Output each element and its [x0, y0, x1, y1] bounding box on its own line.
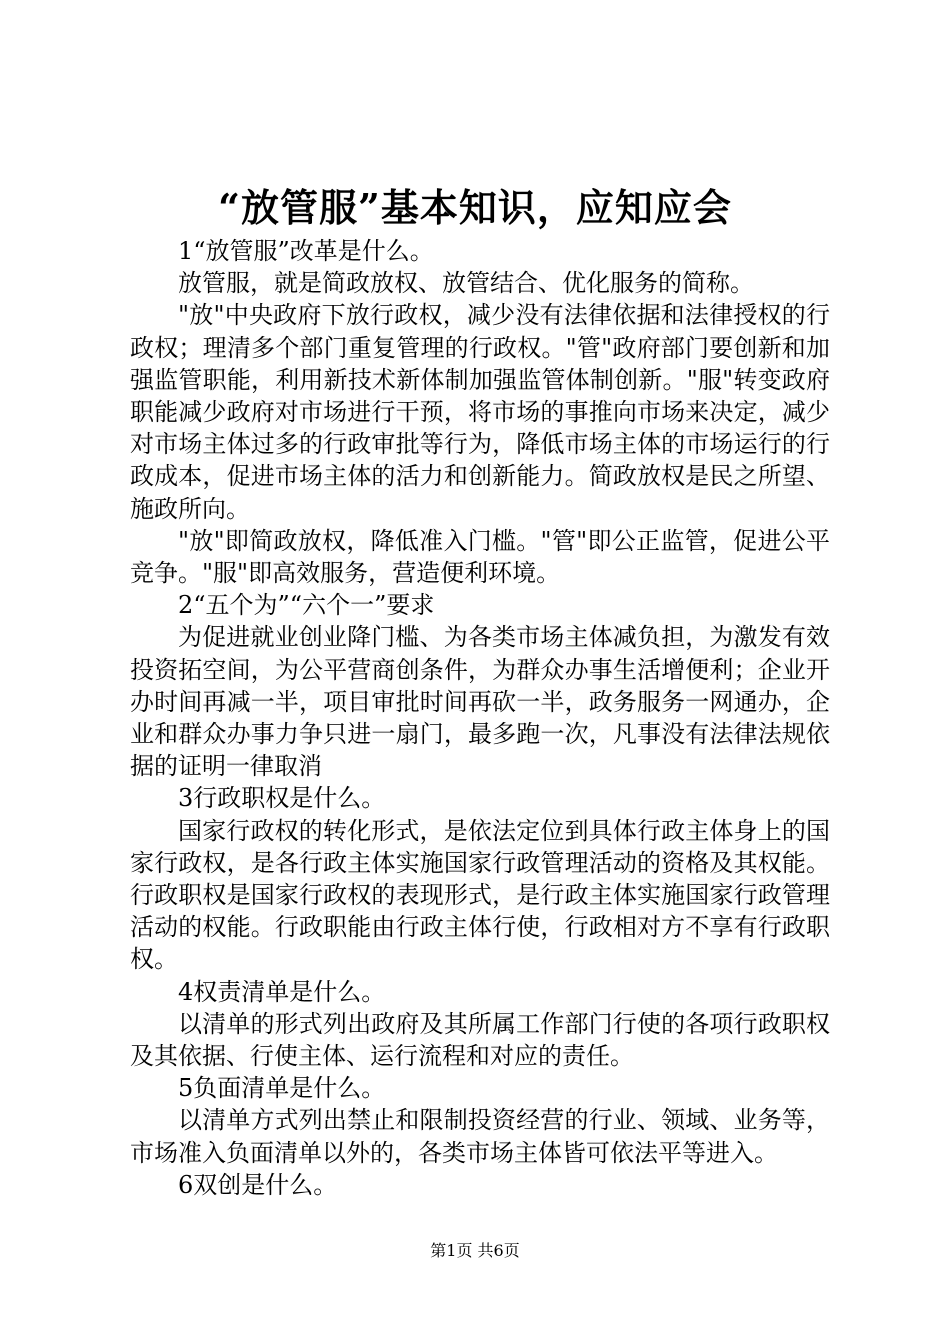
paragraph-requirements: 为促进就业创业降门槛、为各类市场主体减负担，为激发有效投资拓空间，为公平营商创条件，为群众办事生活增便利；企业开办时间再减一半，项目审批时间再砍一半，政务服务一网通办，企业和群众办事力争只进一扇门，最多跑一次，凡事没有法律法规依据的证明一律取消 — [130, 623, 830, 781]
paragraph-responsibility-list: 以清单的形式列出政府及其所属工作部门行使的各项行政职权及其依据、行使主体、运行流程和对应的责任。 — [130, 1009, 830, 1071]
heading-4: 4权责清单是什么。 — [178, 977, 386, 1006]
page-footer: 第1页 共6页 — [430, 1241, 520, 1260]
paragraph-administrative-power: 国家行政权的转化形式，是依法定位到具体行政主体身上的国家行政权，是各行政主体实施国家行政管理活动的资格及其权能。行政职权是国家行政权的表现形式，是行政主体实施国家行政管理活动的权能。行政职能由行政主体行使，行政相对方不享有行政职权。 — [130, 816, 830, 974]
heading-1: 1“放管服”改革是什么。 — [178, 237, 434, 265]
heading-5: 5负面清单是什么。 — [178, 1074, 386, 1103]
paragraph-explanation: "放"中央政府下放行政权，减少没有法律依据和法律授权的行政权；理清多个部门重复管理的行政权。"管"政府部门要创新和加强监管职能，利用新技术新体制加强监管体制创新。"服"转变政府职能减少政府对市场进行干预，将市场的事推向市场来决定，减少对市场主体过多的行政审批等行为，降低市场主体的市场运行的行政成本，促进市场主体的活力和创新能力。简政放权是民之所望、施政所向。 — [130, 301, 830, 523]
heading-2: 2“五个为”“六个一”要求 — [178, 591, 435, 620]
heading-3: 3行政职权是什么。 — [178, 784, 386, 813]
heading-6: 6双创是什么。 — [178, 1170, 338, 1199]
paragraph-summary: "放"即简政放权，降低准入门槛。"管"即公正监管，促进公平竞争。"服"即高效服务，营造便利环境。 — [130, 526, 830, 588]
document-body — [130, 235, 830, 1201]
paragraph-definition: 放管服，就是简政放权、放管结合、优化服务的简称。 — [178, 269, 754, 298]
paragraph-negative-list: 以清单方式列出禁止和限制投资经营的行业、领域、业务等，市场准入负面清单以外的，各类市场主体皆可依法平等进入。 — [130, 1106, 830, 1167]
document-title: “放管服”基本知识，应知应会 — [218, 185, 732, 230]
